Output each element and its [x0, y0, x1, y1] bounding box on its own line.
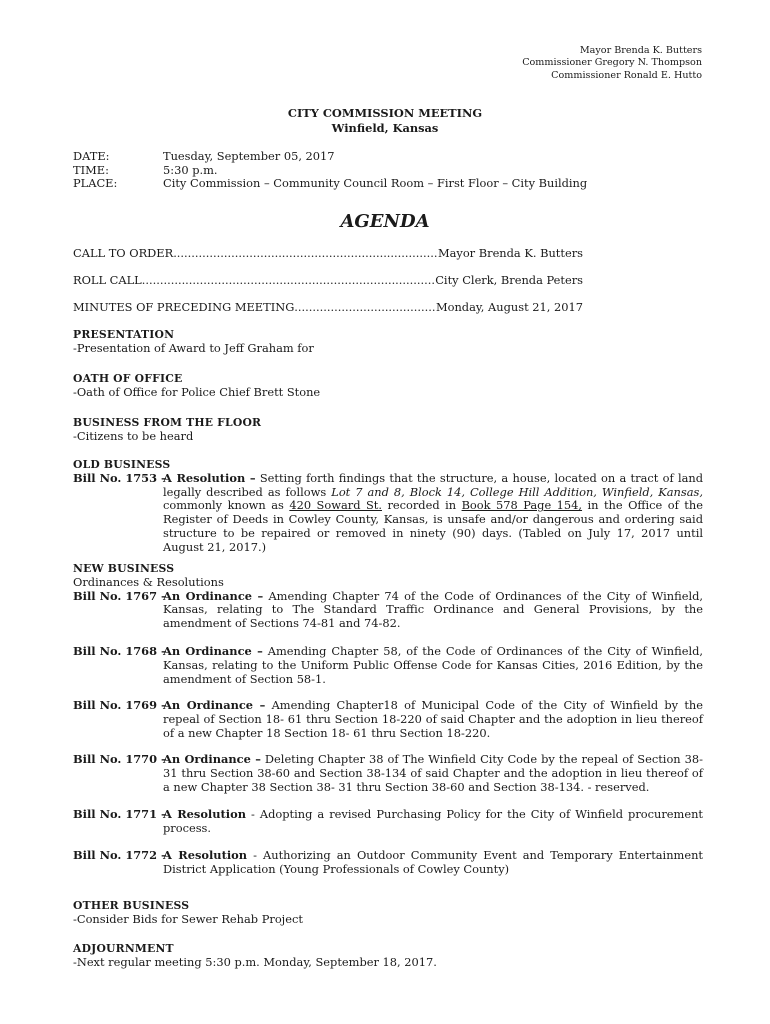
bill-1768 [73, 645, 703, 686]
section-heading: ADJOURNMENT [73, 942, 174, 955]
bill-number: Bill No. 1753 – [73, 470, 167, 485]
new-business-bill [73, 753, 703, 794]
new-business-bill [73, 699, 703, 740]
dot-leader [142, 273, 435, 287]
bill-text: Deleting Chapter 38 of The Winfield City Code by the repeal of Section 38- 31 thru Section 38-60 and Section 38-134 of said Chapter and the adoption in lieu thereof of a new Chapter 38 Section 38- 31 thru Section 38-60 and Section 38-134. - reserved. [163, 752, 703, 794]
section-item: -Consider Bids for Sewer Rehab Project [73, 911, 303, 926]
meeting-date-row [73, 150, 587, 164]
bill-number: Bill No. 1767 – [73, 588, 167, 603]
new-business-bill [73, 849, 703, 877]
bill-text: Amending Chapter18 of Municipal Code of the City of Winfield by the repeal of Section 18- 61 thru Section 18-220 of said Chapter and the adoption in lieu thereof of a new Chapter 18 Section 18- 61 thru Section 18-220. [163, 698, 703, 740]
bill-description [163, 472, 703, 555]
bill-text: recorded in [381, 498, 462, 513]
bill-1772 [73, 849, 703, 877]
section-item: -Oath of Office for Police Chief Brett Stone [73, 384, 321, 399]
bill-text: - Authorizing an Outdoor Community Event and Temporary Entertainment District Application (Young Professionals of Cowley County) [163, 848, 703, 876]
bill-description [163, 849, 703, 877]
section-subheading: Ordinances & Resolutions [73, 574, 224, 589]
toc-value: Mayor Brenda K. Butters [437, 246, 583, 260]
bill-number: Bill No. 1768 – [73, 644, 167, 658]
bill-description [163, 753, 703, 794]
toc-row-call-to-order [73, 246, 583, 260]
bill-number: Bill No. 1770 – [73, 752, 167, 766]
new-business-bill [73, 645, 703, 686]
toc-value: City Clerk, Brenda Peters [435, 273, 583, 287]
bill-description [163, 590, 703, 631]
toc-label: ROLL CALL [73, 273, 142, 287]
section-heading: OLD BUSINESS [73, 458, 171, 471]
section-heading: OATH OF OFFICE [73, 372, 183, 385]
meeting-label: TIME: [73, 162, 109, 177]
bill-kind: An Ordinance – [163, 644, 263, 658]
bill-1767 [73, 590, 703, 631]
bill-text: - Adopting a revised Purchasing Policy for the City of Winfield procurement process. [163, 807, 703, 835]
bill-text: in the Office of the Register of Deeds in Cowley County, Kansas, is unsafe and/or dangerous and ordering said structure to be repaired or removed in ninety (90) days. (Tabled on July 17, 2017 until August 21, 2017.) [163, 498, 703, 554]
agenda-heading: AGENDA [340, 211, 430, 232]
bill-number: Bill No. 1771 – [73, 807, 167, 821]
bill-kind: An Ordinance – [163, 698, 266, 712]
meeting-value: Tuesday, September 05, 2017 [163, 149, 335, 163]
section-heading: OTHER BUSINESS [73, 899, 190, 912]
bill-kind: An Ordinance – [163, 588, 264, 603]
commissioner-name: Mayor Brenda K. Butters [579, 45, 702, 56]
bill-text: Amending Chapter 58, of the Code of Ordinances of the City of Winfield, Kansas, relating to the Uniform Public Offense Code for Kansas Cities, 2016 Edition, by the amendment of Section 58-1. [163, 644, 703, 686]
bill-text: Amending Chapter 74 of the Code of Ordinances of the City of Winfield, Kansas, relating to The Standard Traffic Ordinance and General Provisions, by the amendment of Sections 74-81 and 74-82. [163, 588, 703, 631]
deed-book-reference: Book 578 Page 154, [461, 498, 583, 513]
meeting-value: City Commission – Community Council Room – First Floor – City Building [163, 176, 588, 191]
old-business-section [73, 458, 703, 555]
bill-1753 [73, 472, 703, 555]
bill-description [163, 645, 703, 686]
section-item: -Next regular meeting 5:30 p.m. Monday, September 18, 2017. [73, 954, 437, 969]
bill-text: Setting forth findings that the structure, a house, located on a tract of land legally described as follows [163, 470, 703, 499]
section-heading: NEW BUSINESS [73, 562, 175, 575]
adjournment-section [73, 942, 703, 970]
section-heading: PRESENTATION [73, 328, 175, 341]
bill-description [163, 699, 703, 740]
toc-row-roll-call [73, 273, 583, 287]
toc-row-minutes [73, 300, 583, 314]
section-item: -Citizens to be heard [73, 428, 194, 443]
dot-leader [173, 246, 438, 260]
floor-section [73, 416, 703, 444]
section-item: -Presentation of Award to Jeff Graham for [73, 340, 314, 355]
bill-kind: A Resolution [163, 848, 248, 862]
new-business-section [73, 562, 703, 631]
bill-kind: A Resolution [163, 807, 246, 821]
meeting-value: 5:30 p.m. [163, 162, 218, 177]
bill-number: Bill No. 1769 – [73, 698, 167, 712]
property-address: 420 Soward St. [289, 498, 382, 513]
bill-1770 [73, 753, 703, 794]
commissioner-list [522, 45, 702, 82]
meeting-time-row [73, 164, 587, 178]
toc-value: Monday, August 21, 2017 [435, 300, 583, 314]
bill-kind: A Resolution – [163, 470, 256, 485]
legal-description: Lot 7 and 8, Block 14, College Hill Addition, Winfield, Kansas, [331, 484, 703, 499]
bill-1769 [73, 699, 703, 740]
toc-label: MINUTES OF PRECEDING MEETING [73, 300, 295, 314]
document-subtitle: Winfield, Kansas [331, 121, 439, 135]
document-title-block [0, 106, 770, 136]
document-title: CITY COMMISSION MEETING [287, 106, 483, 120]
section-heading: BUSINESS FROM THE FLOOR [73, 416, 262, 429]
presentation-section [73, 328, 703, 356]
commissioner-name: Commissioner Gregory N. Thompson [522, 57, 702, 69]
bill-kind: An Ordinance – [163, 752, 261, 766]
dot-leader [294, 300, 436, 314]
bill-text: commonly known as [163, 498, 290, 513]
bill-1771 [73, 808, 703, 836]
meeting-place-row [73, 177, 587, 191]
other-business-section [73, 899, 703, 927]
bill-description [163, 808, 703, 836]
meeting-details [73, 150, 587, 191]
meeting-label: PLACE: [73, 176, 118, 191]
oath-section [73, 372, 703, 400]
meeting-label: DATE: [73, 149, 110, 163]
bill-number: Bill No. 1772 – [73, 848, 167, 862]
new-business-bill [73, 808, 703, 836]
toc-label: CALL TO ORDER [73, 246, 174, 260]
commissioner-name: Commissioner Ronald E. Hutto [551, 69, 702, 81]
